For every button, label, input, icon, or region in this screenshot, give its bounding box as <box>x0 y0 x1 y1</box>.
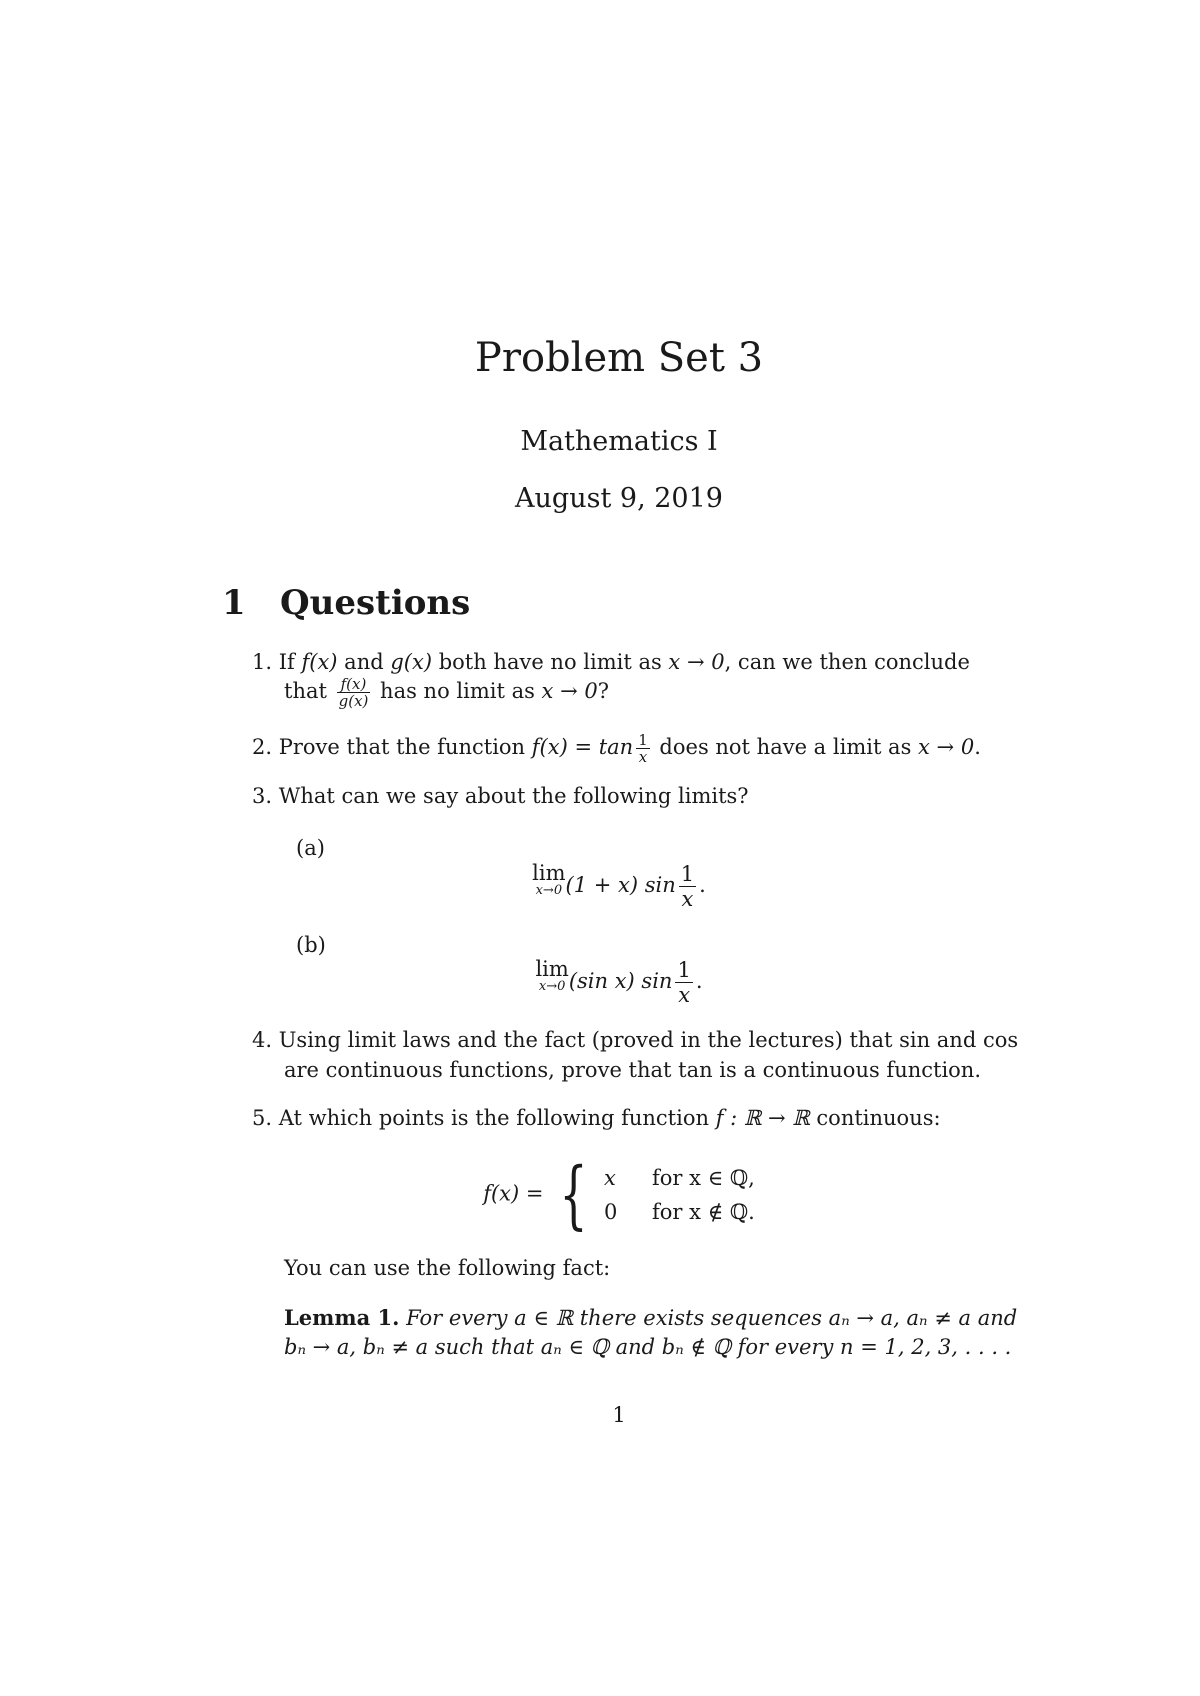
question-number: 3. <box>252 784 273 808</box>
fraction-denominator: x <box>638 748 648 766</box>
question-1-line-1 <box>252 647 970 677</box>
question-5-line <box>252 1103 941 1133</box>
math-function: f(x) = tan <box>531 735 634 759</box>
fraction <box>337 676 371 709</box>
question-1-line-2 <box>284 676 609 709</box>
fraction-numerator: 1 <box>677 958 691 982</box>
lemma-text: bₙ → a, bₙ ≠ a such that aₙ ∈ ℚ and bₙ ∉ ℚ for every n = 1, 2, 3, . . . . <box>284 1335 1012 1359</box>
question-number: 2. <box>252 735 273 759</box>
fraction <box>679 862 696 911</box>
expression: (1 + x) sin <box>565 873 676 897</box>
lemma-text: For every a ∈ ℝ there exists sequences aₙ → a, aₙ ≠ a and <box>406 1306 1018 1330</box>
math-limit: x → 0 <box>541 679 598 703</box>
fraction-numerator: 1 <box>638 731 648 749</box>
left-brace: { <box>559 1152 588 1238</box>
case-2 <box>604 1200 755 1224</box>
section-title: Questions <box>280 583 471 623</box>
case-condition: for x ∈ ℚ, <box>651 1166 755 1190</box>
text: At which points is the following function <box>278 1106 716 1130</box>
section-number: 1 <box>222 583 246 623</box>
expression: (sin x) sin <box>568 969 673 993</box>
page-number: 1 <box>612 1403 626 1427</box>
text: does not have a limit as <box>652 735 919 759</box>
text: has no limit as <box>373 679 542 703</box>
fraction-denominator: x <box>678 983 691 1007</box>
limit-operator <box>535 958 568 994</box>
question-number: 1. <box>252 650 273 674</box>
question-number: 5. <box>252 1106 273 1130</box>
piecewise-equation <box>0 1152 1200 1238</box>
math-gx: g(x) <box>390 650 433 674</box>
fraction-numerator: f(x) <box>337 676 371 693</box>
fraction-denominator: x <box>681 887 694 911</box>
question-2 <box>252 732 981 765</box>
part-b-label: (b) <box>296 933 326 957</box>
lemma-line-1 <box>284 1303 1017 1333</box>
text: ? <box>597 679 609 703</box>
lemma-line-2 <box>284 1332 1011 1362</box>
fact-intro: You can use the following fact: <box>284 1256 611 1280</box>
math-limit: x → 0 <box>918 735 975 759</box>
text: , can we then conclude <box>724 650 970 674</box>
equation-a <box>0 862 1200 911</box>
part-a-label: (a) <box>296 836 325 860</box>
text: . <box>974 735 981 759</box>
math-function-map: f : ℝ → ℝ <box>715 1106 810 1130</box>
author: Mathematics I <box>520 426 718 457</box>
page-title: Problem Set 3 <box>474 335 764 381</box>
fraction <box>675 958 692 1007</box>
text: and <box>337 650 391 674</box>
fraction-numerator: 1 <box>680 862 695 886</box>
case-value: 0 <box>603 1200 618 1224</box>
case-1 <box>604 1166 755 1190</box>
text: What can we say about the following limits? <box>278 784 749 808</box>
question-number: 4. <box>252 1028 273 1052</box>
question-3-line <box>252 781 749 811</box>
lim-subscript: x→0 <box>538 979 566 994</box>
date: August 9, 2019 <box>515 483 723 514</box>
text: . <box>695 969 703 993</box>
fraction-denominator: g(x) <box>338 692 369 710</box>
question-4-line-2: are continuous functions, prove that tan is a continuous function. <box>284 1058 981 1082</box>
equation-b <box>0 958 1200 1007</box>
text: If <box>278 650 302 674</box>
text: continuous: <box>809 1106 941 1130</box>
lemma-label: Lemma 1. <box>284 1305 400 1330</box>
text: both have no limit as <box>432 650 669 674</box>
lim-text: lim <box>532 861 566 885</box>
fraction <box>636 732 650 765</box>
cases <box>604 1161 755 1229</box>
text: . <box>699 873 706 897</box>
lim-text: lim <box>535 957 569 981</box>
text: Using limit laws and the fact (proved in the lectures) that sin and cos <box>278 1028 1019 1052</box>
text: that <box>284 679 334 703</box>
lim-subscript: x→0 <box>535 883 563 898</box>
case-value: x <box>603 1166 616 1190</box>
section-heading <box>222 583 470 623</box>
equation-lhs: f(x) = <box>483 1181 544 1206</box>
limit-operator <box>532 862 565 898</box>
case-condition: for x ∉ ℚ. <box>651 1200 755 1224</box>
math-fx: f(x) <box>301 650 338 674</box>
math-limit: x → 0 <box>668 650 725 674</box>
question-4-line-1 <box>252 1025 1018 1055</box>
text: Prove that the function <box>278 735 532 759</box>
